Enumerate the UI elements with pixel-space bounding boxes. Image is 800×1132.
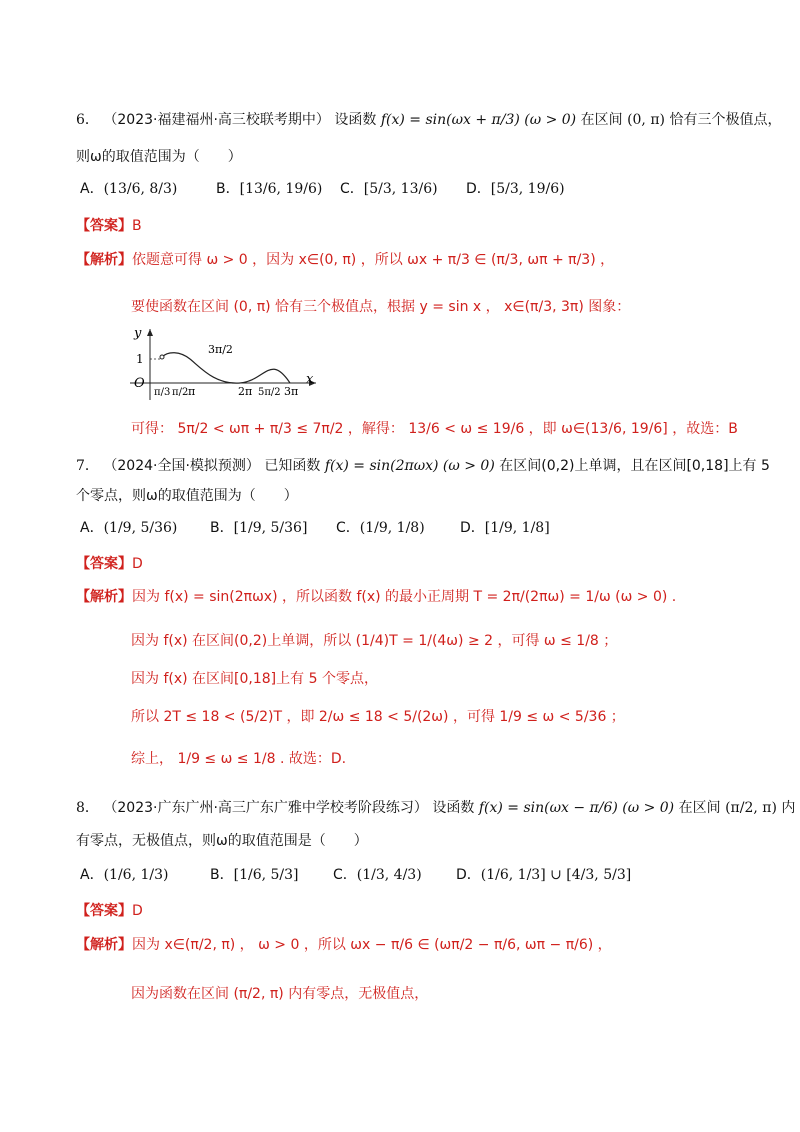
q6-analysis-line1: 【解析】依题意可得 ω > 0 ，因为 x∈(0, π) ，所以 ωx + π/3 ∈ (π/3, ωπ + π/3) ，	[76, 252, 615, 268]
q8-stem-line1: 8． （2023·广东广州·高三广东广雅中学校考阶段练习） 设函数 f(x) = sin(ωx − π/6) (ω > 0) 在区间 (π/2, π) 内	[76, 800, 796, 816]
q8-function: f(x) = sin(ωx − π/6) (ω > 0)	[478, 800, 675, 816]
q7-number: 7．	[76, 458, 99, 474]
graph-top-label: 3π/2	[208, 343, 233, 356]
q6-option-c: C．[5/3, 13/6)	[340, 181, 438, 197]
q6-analysis-line2: 要使函数在区间 (0, π) 恰有三个极值点，根据 y = sin x ， x∈(π/3, 3π) 图象：	[131, 299, 631, 315]
q8-answer: 【答案】D	[76, 903, 143, 919]
sine-graph	[120, 325, 320, 405]
x-tick-2pi: 2π	[238, 385, 253, 398]
q6-answer: 【答案】B	[76, 218, 142, 234]
q7-option-c: C．(1/9, 1/8)	[336, 520, 425, 536]
q8-option-d: D．(1/6, 1/3] ∪ [4/3, 5/3]	[456, 867, 632, 883]
q7-analysis-line1: 【解析】因为 f(x) = sin(2πωx) ，所以函数 f(x) 的最小正周期 T = 2π/(2πω) = 1/ω (ω > 0) .	[76, 589, 677, 605]
q7-analysis-line4: 所以 2T ≤ 18 < (5/2)T ，即 2/ω ≤ 18 < 5/(2ω) ，可得 1/9 ≤ ω < 5/36 ；	[131, 709, 625, 725]
q8-stem-line2: 有零点，无极值点，则ω的取值范围是（ ）	[76, 833, 368, 849]
q8-option-c: C．(1/3, 4/3)	[333, 867, 422, 883]
x-tick-pi: π	[188, 385, 196, 398]
x-tick-pi-2: π/2	[172, 387, 189, 398]
y-tick-1: 1	[136, 352, 144, 366]
q6-option-d: D．[5/3, 19/6)	[466, 181, 565, 197]
q8-option-a: A．(1/6, 1/3)	[80, 867, 169, 883]
x-tick-3pi: 3π	[284, 385, 299, 398]
q7-function: f(x) = sin(2πωx) (ω > 0)	[324, 458, 495, 474]
q6-number: 6．	[76, 112, 99, 128]
q7-source: （2024·全国·模拟预测）	[103, 458, 260, 474]
q8-number: 8．	[76, 800, 99, 816]
y-axis-label: y	[134, 326, 142, 341]
q8-source: （2023·广东广州·高三广东广雅中学校考阶段练习）	[103, 800, 428, 816]
q6-option-a: A．(13/6, 8/3)	[80, 181, 178, 197]
q6-option-b: B．[13/6, 19/6)	[216, 181, 323, 197]
q7-option-b: B．[1/9, 5/36]	[210, 520, 308, 536]
q7-option-d: D．[1/9, 1/8]	[460, 520, 550, 536]
x-axis-label: x	[306, 372, 314, 387]
q7-stem-line2: 个零点，则ω的取值范围为（ ）	[76, 488, 298, 504]
q8-option-b: B．[1/6, 5/3]	[210, 867, 299, 883]
x-tick-pi-3: π/3	[154, 387, 171, 398]
q8-interval: (π/2, π)	[725, 800, 777, 816]
q6-stem-line2: 则ω的取值范围为（ ）	[76, 149, 242, 165]
origin-label: O	[134, 376, 145, 391]
q7-answer: 【答案】D	[76, 556, 143, 572]
q7-analysis-line5: 综上， 1/9 ≤ ω ≤ 1/8 . 故选：D.	[131, 751, 347, 767]
q6-source: （2023·福建福州·高三校联考期中）	[103, 112, 330, 128]
q6-interval: (0, π)	[627, 112, 665, 128]
q6-function: f(x) = sin(ωx + π/3) (ω > 0)	[380, 112, 577, 128]
q8-analysis-line1: 【解析】因为 x∈(π/2, π) ， ω > 0 ，所以 ωx − π/6 ∈ (ωπ/2 − π/6, ωπ − π/6) ，	[76, 937, 612, 953]
q7-analysis-line3: 因为 f(x) 在区间[0,18]上有 5 个零点，	[131, 671, 378, 687]
x-tick-5pi-2: 5π/2	[258, 387, 281, 398]
q7-stem-line1: 7． （2024·全国·模拟预测） 已知函数 f(x) = sin(2πωx) (ω > 0) 在区间(0,2)上单调，且在区间[0,18]上有 5	[76, 458, 770, 474]
q6-stem-line1: 6． （2023·福建福州·高三校联考期中） 设函数 f(x) = sin(ωx + π/3) (ω > 0) 在区间 (0, π) 恰有三个极值点，	[76, 112, 782, 128]
q7-option-a: A．(1/9, 5/36)	[80, 520, 178, 536]
q7-analysis-line2: 因为 f(x) 在区间(0,2)上单调，所以 (1/4)T = 1/(4ω) ≥ 2 ，可得 ω ≤ 1/8 ；	[131, 633, 618, 649]
q8-analysis-line2: 因为函数在区间 (π/2, π) 内有零点，无极值点，	[131, 986, 429, 1002]
q6-analysis-line3: 可得： 5π/2 < ωπ + π/3 ≤ 7π/2 ，解得： 13/6 < ω ≤ 19/6 ，即 ω∈(13/6, 19/6] ，故选：B	[131, 421, 738, 437]
